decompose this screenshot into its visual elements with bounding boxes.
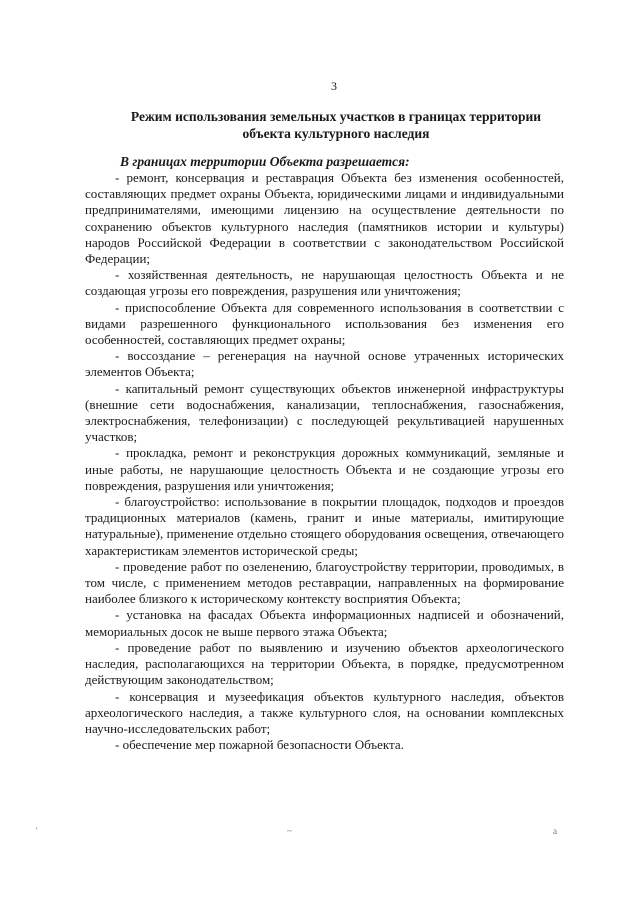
list-item: - благоустройство: использование в покрытии площадок, подходов и проездов традиционных материалов (камень, гранит и иные материалы, имитирующие натуральные), применение отдельно стоящего оборудования освещения, отвечающего характеристикам элементов исторической среды; (85, 494, 564, 558)
title-line-1: Режим использования земельных участков в границах территории (130, 109, 542, 124)
list-item: - обеспечение мер пожарной безопасности Объекта. (115, 737, 404, 753)
list-item: - капитальный ремонт существующих объектов инженерной инфраструктуры (внешние сети водоснабжения, канализации, теплоснабжения, газоснабжения, электроснабжения, телефонизации) с последующей рекультивацией нарушенных участков; (85, 380, 564, 445)
document-title (96, 108, 576, 142)
scan-mark: ~ (287, 826, 292, 836)
list-item: - ремонт, консервация и реставрация Объекта без изменения особенностей, составляющих предмет охраны Объекта, юридическими лицами и индивидуальными предпринимателями, имеющими лицензию на осуществление деятельности по сохранению объектов культурного наследия (памятников истории и культуры) народов Российской Федерации в соответствии с законодательством Российской Федерации; (85, 170, 564, 267)
list-item: - прокладка, ремонт и реконструкция дорожных коммуникаций, земляные и иные работы, не нарушающие целостность Объекта и не создающие угрозы его повреждения, разрушения или уничтожения; (85, 445, 564, 493)
list-item: - проведение работ по выявлению и изучению объектов археологического наследия, располагающихся на территории Объекта, в порядке, предусмотренном действующим законодательством; (85, 639, 564, 688)
section-intro: В границах территории Объекта разрешается: (120, 154, 410, 169)
scan-mark: a (553, 826, 557, 836)
title-line-2: объекта культурного наследия (242, 126, 430, 141)
scan-artifacts (0, 826, 640, 838)
permitted-activities-list (85, 170, 564, 753)
list-item: - воссоздание – регенерация на научной основе утраченных исторических элементов Объекта; (85, 348, 564, 380)
list-item: - установка на фасадах Объекта информационных надписей и обозначений, мемориальных досок не выше первого этажа Объекта; (85, 607, 564, 639)
list-item: - консервация и музеефикация объектов культурного наследия, объектов археологического наследия, а также культурного слоя, на основании комплексных научно-исследовательских работ; (85, 688, 564, 736)
scan-mark: ' (36, 826, 38, 836)
list-item: - хозяйственная деятельность, не нарушающая целостность Объекта и не создающая угрозы его повреждения, разрушения или уничтожения; (85, 267, 564, 299)
page-number: 3 (331, 79, 337, 93)
list-item: - приспособление Объекта для современного использования в соответствии с видами разрешенного функционального использования без изменения его особенностей, составляющих предмет охраны; (85, 299, 564, 348)
list-item: - проведение работ по озеленению, благоустройству территории, проводимых, в том числе, с применением методов реставрации, направленных на формирование наиболее близкого к историческому контексту восприятия Объекта; (85, 558, 564, 607)
